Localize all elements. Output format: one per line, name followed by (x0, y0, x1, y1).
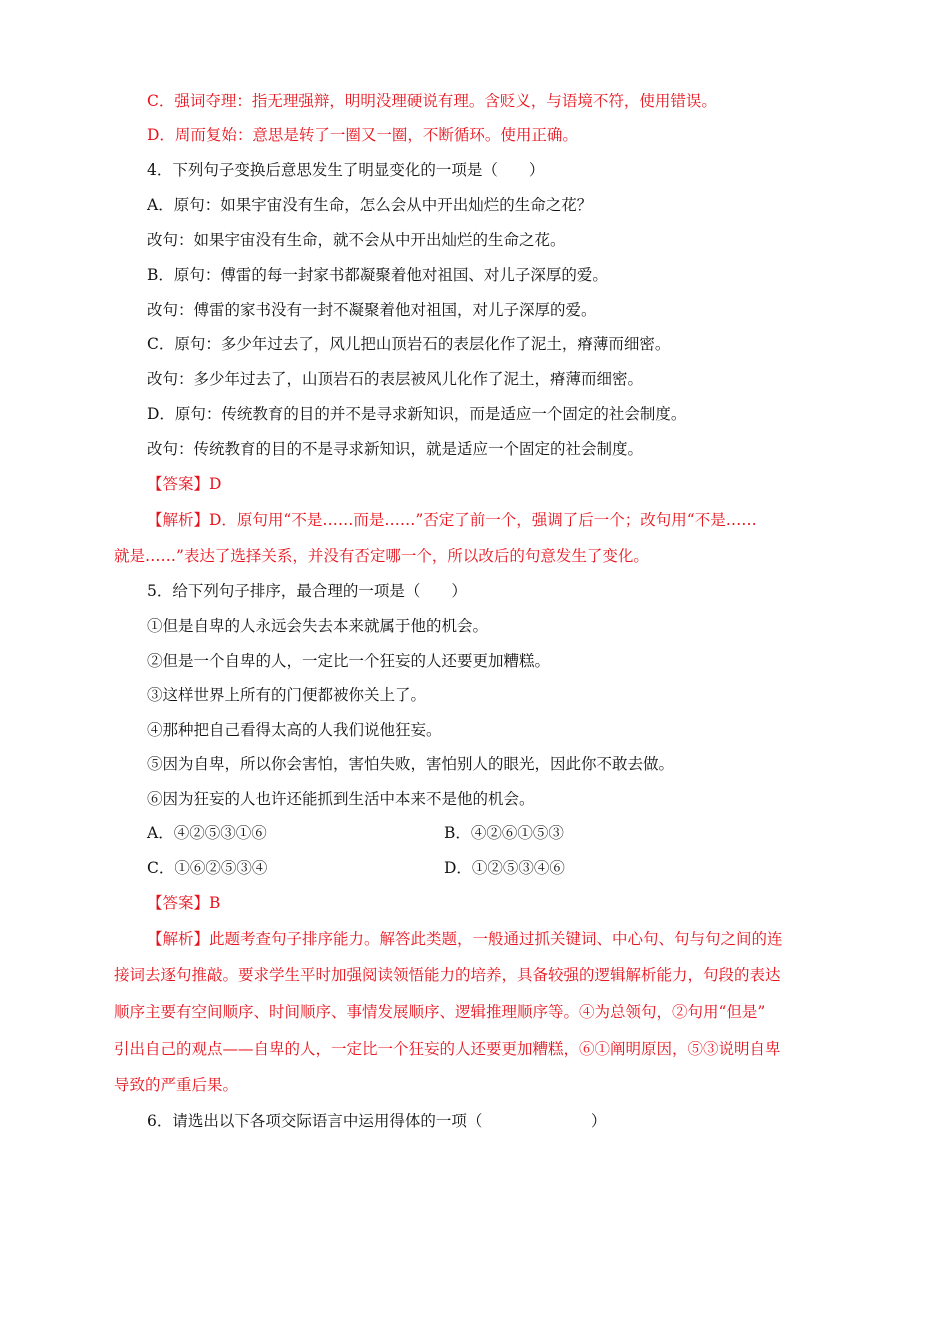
q5-analysis-line-1: 【解析】此题考查句子排序能力。解答此类题，一般通过抓关键词、中心句、句与句之间的连 (147, 930, 783, 948)
q4-option-b-original: B．原句：傅雷的每一封家书都凝聚着他对祖国、对儿子深厚的爱。 (147, 266, 608, 284)
q5-sentence-5: ⑤因为自卑，所以你会害怕，害怕失败，害怕别人的眼光，因此你不敢去做。 (147, 755, 675, 773)
q5-analysis-line-3: 顺序主要有空间顺序、时间顺序、事情发展顺序、逻辑推理顺序等。④为总领句，②句用“但是” (114, 1003, 766, 1021)
q4-option-a-changed: 改句：如果宇宙没有生命，就不会从中开出灿烂的生命之花。 (147, 231, 566, 249)
explanation-option-d: D．周而复始：意思是转了一圈又一圈，不断循环。使用正确。 (147, 126, 578, 144)
q5-answer: 【答案】B (147, 894, 221, 912)
q5-sentence-6: ⑥因为狂妄的人也许还能抓到生活中本来不是他的机会。 (147, 790, 535, 808)
q5-analysis-line-4: 引出自己的观点——自卑的人，一定比一个狂妄的人还要更加糟糕，⑥①阐明原因，⑤③说明自卑 (114, 1040, 781, 1058)
question-5-stem: 5．给下列句子排序，最合理的一项是（ ） (147, 582, 467, 600)
question-6-stem: 6．请选出以下各项交际语言中运用得体的一项（ ） (147, 1112, 607, 1130)
q5-analysis-line-5: 导致的严重后果。 (114, 1076, 239, 1094)
q5-sentence-4: ④那种把自己看得太高的人我们说他狂妄。 (147, 721, 442, 739)
q5-choice-b: B．④②⑥①⑤③ (444, 824, 564, 842)
q5-sentence-2: ②但是一个自卑的人，一定比一个狂妄的人还要更加糟糕。 (147, 652, 551, 670)
q4-option-c-original: C．原句：多少年过去了，风儿把山顶岩石的表层化作了泥土，瘠薄而细密。 (147, 335, 671, 353)
q5-analysis-line-2: 接词去逐句推敲。要求学生平时加强阅读领悟能力的培养，具备较强的逻辑解析能力，句段的表达 (114, 966, 781, 984)
q4-answer: 【答案】D (147, 475, 222, 493)
q4-option-d-changed: 改句：传统教育的目的不是寻求新知识，就是适应一个固定的社会制度。 (147, 440, 644, 458)
q5-choice-c: C．①⑥②⑤③④ (147, 859, 268, 877)
q4-analysis-line-2: 就是……”表达了选择关系，并没有否定哪一个，所以改后的句意发生了变化。 (114, 547, 649, 565)
question-4-stem: 4．下列句子变换后意思发生了明显变化的一项是（ ） (147, 161, 545, 179)
q5-choice-d: D．①②⑤③④⑥ (444, 859, 565, 877)
q4-option-b-changed: 改句：傅雷的家书没有一封不凝聚着他对祖国，对儿子深厚的爱。 (147, 301, 597, 319)
q4-option-d-original: D．原句：传统教育的目的并不是寻求新知识，而是适应一个固定的社会制度。 (147, 405, 687, 423)
q5-sentence-1: ①但是自卑的人永远会失去本来就属于他的机会。 (147, 617, 489, 635)
q4-option-c-changed: 改句：多少年过去了，山顶岩石的表层被风儿化作了泥土，瘠薄而细密。 (147, 370, 644, 388)
q5-sentence-3: ③这样世界上所有的门便都被你关上了。 (147, 686, 427, 704)
q4-option-a-original: A．原句：如果宇宙没有生命，怎么会从中开出灿烂的生命之花？ (147, 196, 593, 214)
q5-choice-a: A．④②⑤③①⑥ (147, 824, 267, 842)
explanation-option-c: C．强词夺理：指无理强辩，明明没理硬说有理。含贬义，与语境不符，使用错误。 (147, 92, 717, 110)
q4-analysis-line-1: 【解析】D．原句用“不是……而是……”否定了前一个，强调了后一个；改句用“不是…… (147, 511, 757, 529)
